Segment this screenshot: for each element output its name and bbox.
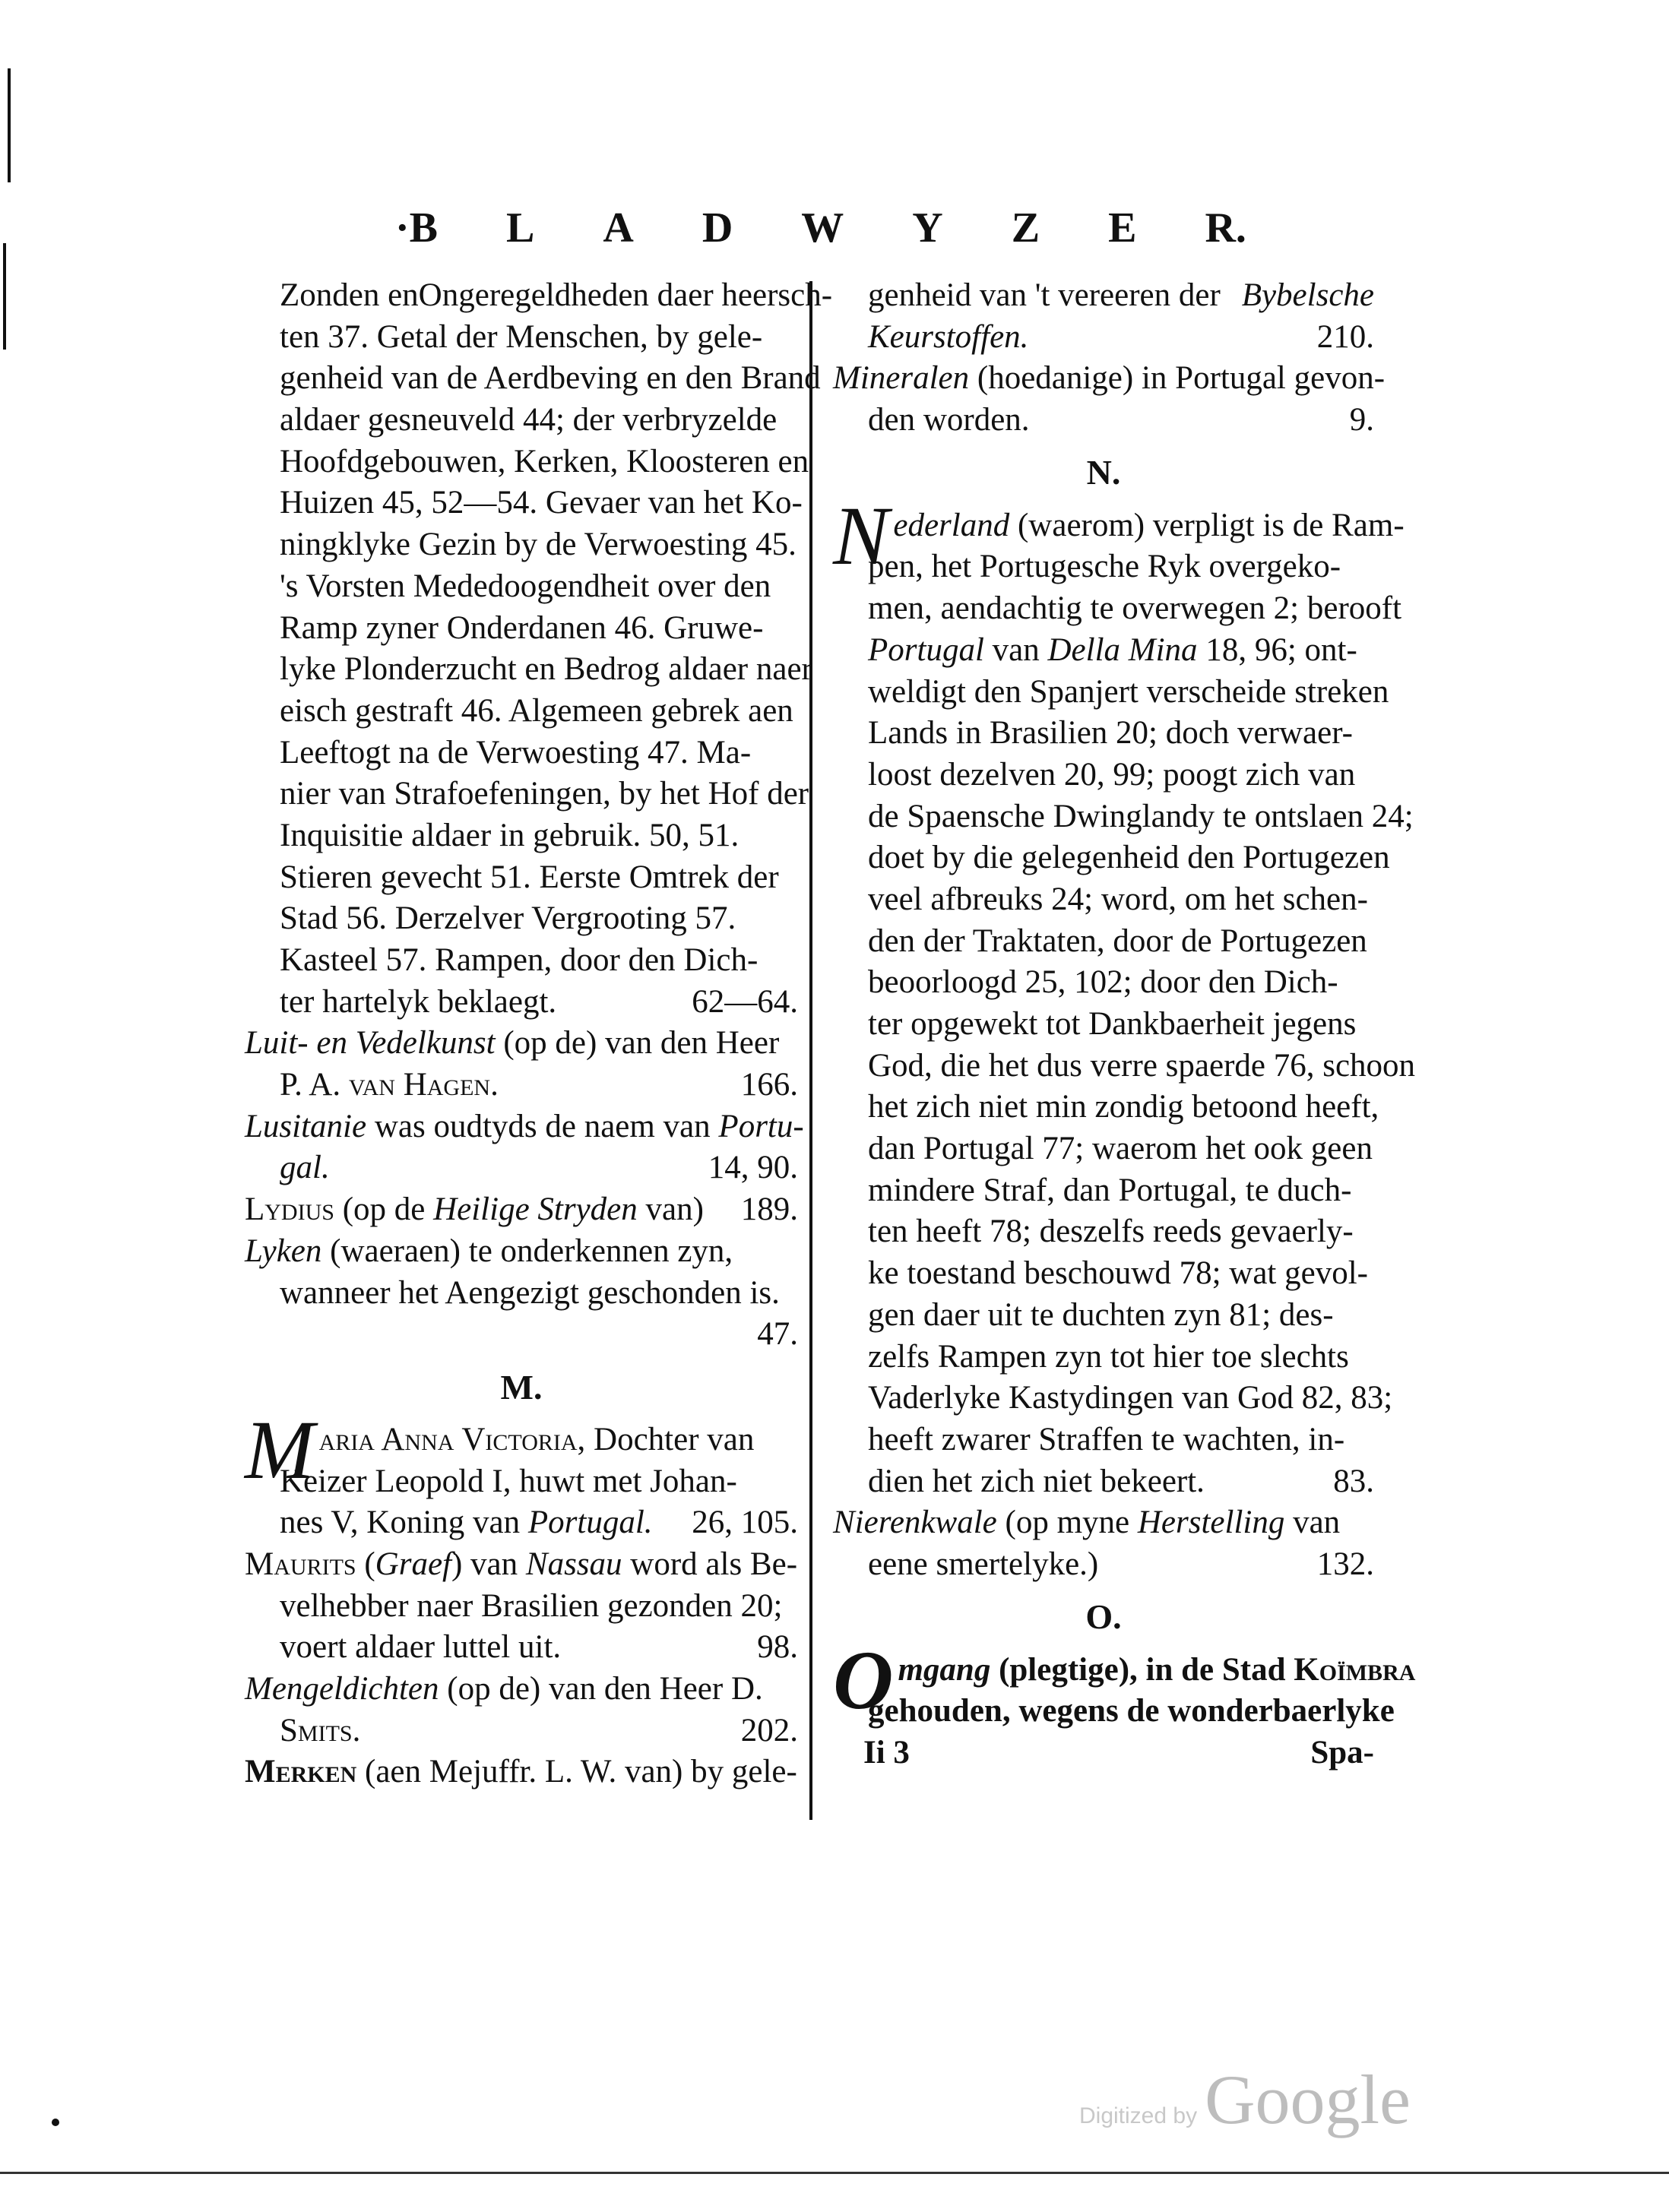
right-column xyxy=(833,275,1416,1774)
header-letter: ·B xyxy=(395,204,439,252)
index-line: genheid van de Aerdbeving en den Brand xyxy=(280,360,821,397)
index-entry-lyken: Lyken (waeraen) te onderkennen zyn, xyxy=(245,1233,733,1269)
drop-cap: M xyxy=(245,1403,315,1496)
index-line: gal. 14, 90. xyxy=(245,1147,798,1189)
index-line: Portugal van Della Mina 18, 96; ont- xyxy=(868,631,1357,668)
header-letter: Y xyxy=(912,204,943,252)
page-header xyxy=(395,204,1246,252)
index-line: ten heeft 78; deszelfs reeds gevaerly- xyxy=(868,1214,1354,1250)
index-entry-mengeldichten: Mengeldichten (op de) van den Heer D. xyxy=(245,1671,763,1707)
header-letter: E xyxy=(1108,204,1137,252)
index-line: veel afbreuks 24; word, om het schen- xyxy=(868,881,1368,917)
index-line: ten 37. Getal der Menschen, by gele- xyxy=(280,318,763,355)
left-column xyxy=(245,275,833,1793)
index-entry-mineralen: Mineralen (hoedanige) in Portugal gevon- xyxy=(833,360,1386,397)
index-line: het zich niet min zondig betoond heeft, xyxy=(868,1089,1379,1125)
index-line: eene smertelyke.) 132. xyxy=(833,1544,1374,1586)
index-line: Inquisitie aldaer in gebruik. 50, 51. xyxy=(280,817,739,853)
index-line: zelfs Rampen zyn tot hier toe slechts xyxy=(868,1338,1349,1375)
drop-cap: N xyxy=(833,489,889,582)
index-entry-omgang: O mgang (plegtige), in de Stad Koïmbra xyxy=(833,1633,1416,1726)
index-entry-nederland: N ederland (waerom) verpligt is de Ram- xyxy=(833,489,1405,582)
page-ref: 132. xyxy=(1316,1546,1374,1582)
header-letter: D xyxy=(701,204,733,252)
ink-dot xyxy=(52,2119,59,2126)
left-edge-mark xyxy=(8,68,11,182)
index-line: ter hartelyk beklaegt. 62—64. xyxy=(245,982,798,1024)
index-line: dan Portugal 77; waerom het ook geen xyxy=(868,1131,1373,1167)
column-divider xyxy=(809,281,812,1820)
page-ref: 14, 90. xyxy=(708,1150,798,1186)
page-footer xyxy=(833,1733,1374,1774)
page-ref: 189. xyxy=(740,1191,798,1228)
index-line: lyke Plonderzucht en Bedrog aldaer naer xyxy=(280,651,812,688)
section-letter-n: N. xyxy=(1086,453,1121,492)
index-line: Stieren gevecht 51. Eerste Omtrek der xyxy=(280,859,779,895)
index-line: Hoofdgebouwen, Kerken, Kloosteren en xyxy=(280,443,809,479)
index-line: doet by die gelegenheid den Portugezen xyxy=(868,840,1390,876)
page-ref: 47. xyxy=(757,1316,798,1353)
section-letter-o: O. xyxy=(1085,1597,1122,1637)
index-line: God, die het dus verre spaerde 76, schoon xyxy=(868,1047,1416,1084)
section-letter-m: M. xyxy=(500,1367,543,1407)
page-ref: 83. xyxy=(1333,1463,1374,1499)
index-line: heeft zwarer Straffen te wachten, in- xyxy=(868,1421,1345,1457)
left-edge-mark-2 xyxy=(3,243,6,350)
index-line: Leeftogt na de Verwoesting 47. Ma- xyxy=(280,734,752,771)
watermark-small-text: Digitized by xyxy=(1079,2103,1198,2128)
index-line: Kasteel 57. Rampen, door den Dich- xyxy=(280,942,758,978)
index-line: Lands in Brasilien 20; doch verwaer- xyxy=(868,715,1353,752)
index-line: weldigt den Spanjert verscheide streken xyxy=(868,673,1389,710)
signature-mark: Ii 3 xyxy=(863,1735,910,1771)
page-ref: 210. xyxy=(1316,318,1374,355)
index-line: Ramp zyner Onderdanen 46. Gruwe- xyxy=(280,609,764,646)
index-line: pen, het Portugesche Ryk overgeko- xyxy=(868,549,1341,585)
index-line: nier van Strafoefeningen, by het Hof der xyxy=(280,776,809,812)
index-line: velhebber naer Brasilien gezonden 20; xyxy=(280,1587,783,1624)
page-ref: 202. xyxy=(740,1712,798,1748)
index-entry-maria: M aria Anna Victoria, Dochter van xyxy=(245,1403,755,1496)
index-line xyxy=(245,1314,798,1356)
index-line: gen daer uit te duchten zyn 81; des- xyxy=(868,1296,1334,1333)
index-entry-lydius: Lydius (op de Heilige Stryden van) 189. xyxy=(245,1189,798,1231)
index-line: genheid van 't vereeren der Bybelsche xyxy=(868,277,1374,313)
page-ref: 9. xyxy=(1349,402,1374,438)
index-entry-nierenkwale: Nierenkwale (op myne Herstelling van xyxy=(833,1505,1341,1541)
page-ref: 98. xyxy=(757,1629,798,1666)
index-line: ter opgewekt tot Dankbaerheit jegens xyxy=(868,1006,1357,1042)
catchword: Spa- xyxy=(1310,1735,1374,1771)
header-letter: L xyxy=(506,204,535,252)
index-entry-luit: Luit- en Vedelkunst (op de) van den Heer xyxy=(245,1025,780,1062)
index-line: beoorloogd 25, 102; door den Dich- xyxy=(868,964,1338,1001)
page-ref: 26, 105. xyxy=(692,1505,798,1541)
google-logo: Google xyxy=(1205,2061,1411,2138)
index-line: Keurstoffen. 210. xyxy=(833,317,1374,359)
index-line: Zonden enOngeregeldheden daer heersch- xyxy=(280,277,833,313)
index-line: Vaderlyke Kastydingen van God 82, 83; xyxy=(868,1380,1393,1416)
index-line: aldaer gesneuveld 44; der verbryzelde xyxy=(280,402,777,438)
index-line: gehouden, wegens de wonderbaerlyke xyxy=(868,1693,1395,1729)
index-line: mindere Straf, dan Portugal, te duch- xyxy=(868,1172,1352,1208)
index-line: Keizer Leopold I, huwt met Johan- xyxy=(280,1463,737,1499)
index-line: den worden. 9. xyxy=(833,400,1374,441)
header-letter: W xyxy=(801,204,844,252)
index-line: de Spaensche Dwinglandy te ontslaen 24; xyxy=(868,798,1414,834)
index-line: voert aldaer luttel uit. 98. xyxy=(245,1627,798,1669)
digitized-watermark xyxy=(1079,2059,1411,2140)
index-line: Huizen 45, 52—54. Gevaer van het Ko- xyxy=(280,485,803,521)
index-line: nes V, Koning van Portugal. 26, 105. xyxy=(245,1502,798,1544)
index-entry-merken: Merken (aen Mejuffr. L. W. van) by gele- xyxy=(245,1754,797,1790)
index-line: men, aendachtig te overwegen 2; berooft xyxy=(868,590,1402,627)
index-entry-maurits: Maurits (Graef) van Nassau word als Be- xyxy=(245,1546,798,1582)
index-line: wanneer het Aengezigt geschonden is. xyxy=(280,1274,780,1311)
index-line: den der Traktaten, door de Portugezen xyxy=(868,922,1367,959)
index-line: ningklyke Gezin by de Verwoesting 45. xyxy=(280,527,796,563)
bottom-edge-line xyxy=(0,2172,1669,2174)
drop-cap: O xyxy=(833,1633,894,1726)
index-line: P. A. van Hagen. 166. xyxy=(245,1065,798,1106)
index-line: ke toestand beschouwd 78; wat gevol- xyxy=(868,1255,1368,1292)
header-letter: R. xyxy=(1205,204,1246,252)
index-line: Stad 56. Derzelver Vergrooting 57. xyxy=(280,900,736,937)
page-ref: 166. xyxy=(740,1067,798,1103)
index-line: eisch gestraft 46. Algemeen gebrek aen xyxy=(280,692,793,729)
index-line: loost dezelven 20, 99; poogt zich van xyxy=(868,756,1356,793)
index-line: 's Vorsten Mededoogendheit over den xyxy=(280,568,771,604)
index-line: dien het zich niet bekeert. 83. xyxy=(833,1461,1374,1503)
header-letter: A xyxy=(603,204,634,252)
index-line: Smits. 202. xyxy=(245,1710,798,1752)
index-entry-lusitanie: Lusitanie was oudtyds de naem van Portu- xyxy=(245,1108,804,1144)
header-letter: Z xyxy=(1011,204,1040,252)
page-ref: 62—64. xyxy=(692,983,798,1020)
